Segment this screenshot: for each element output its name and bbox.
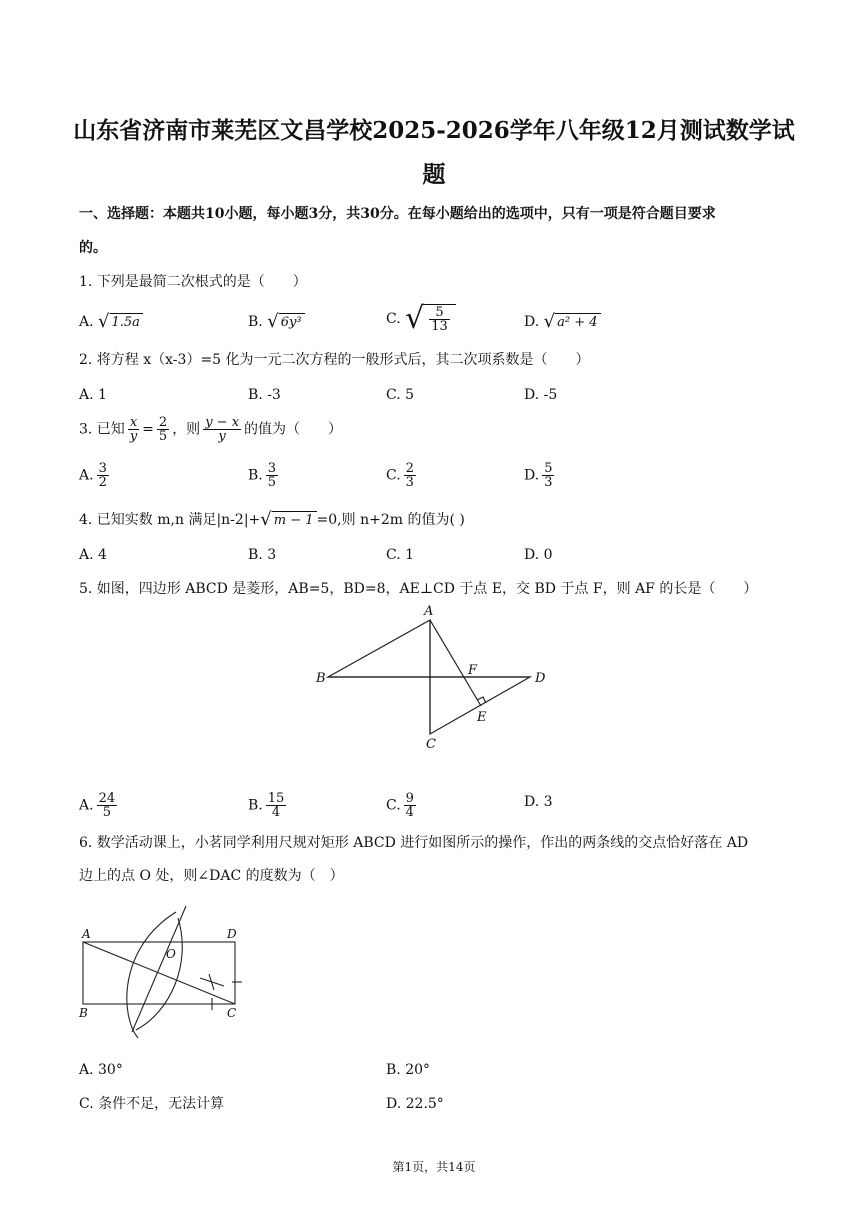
label-d: D <box>227 927 237 941</box>
label-a: A <box>82 927 91 941</box>
q5-stem: 5. 如图，四边形 ABCD 是菱形，AB=5，BD=8，AE⊥CD 于点 E，交 BD 于点 F，则 AF 的长是（ ） <box>79 581 758 597</box>
q3-stem: 3. 已知 $\frac{x}{y}$ = $\frac{2}{5}$ ，则 $\frac{y - x}{y}$ 的值为（ ） <box>79 415 343 444</box>
q4-option-d: D. 0 <box>524 547 553 563</box>
q2-option-a: A. 1 <box>79 387 107 403</box>
rectangle-construction-figure <box>74 900 254 1048</box>
q4-stem: 4. 已知实数 m,n 满足|n-2|+ √ m − 1 =0,则 n+2m 的值为( ) <box>79 509 465 530</box>
q6-stem-line2: 边上的点 O 处，则∠DAC 的度数为（ ） <box>79 868 344 884</box>
q2-option-d: D. -5 <box>524 387 558 403</box>
label-b: B <box>79 1006 88 1020</box>
label-f: F <box>468 663 478 678</box>
q2-option-b: B. -3 <box>248 387 281 403</box>
q2-option-c: C. 5 <box>386 387 415 403</box>
document-title-line2: 题 <box>422 161 446 188</box>
q3-option-c: C. $\frac{2}{3}$ <box>386 461 414 490</box>
q3-option-b: B. $\frac{3}{5}$ <box>248 461 277 490</box>
q6-option-c: C. 条件不足，无法计算 <box>79 1096 225 1112</box>
q1-option-b: B. √ 6y³ <box>248 312 305 332</box>
q1-option-c: C. √ $\frac{5}{13}$ <box>386 304 456 334</box>
section-heading-line1: 一、选择题：本题共10小题，每小题3分，共30分。在每小题给出的选项中，只有一项是符合题目要求 <box>79 206 716 222</box>
q1-option-a: A. √ 1.5a <box>79 312 143 332</box>
section-heading-line2: 的。 <box>79 240 107 256</box>
label-c: C <box>227 1006 237 1020</box>
q3-option-a: A. $\frac{3}{2}$ <box>79 461 107 490</box>
q1-b-radicand: 6y³ <box>279 313 305 331</box>
q5-option-d: D. 3 <box>524 794 553 810</box>
q6-stem-line1: 6. 数学活动课上，小茗同学利用尺规对矩形 ABCD 进行如图所示的操作，作出的两条线的交点恰好落在 AD <box>79 835 749 851</box>
label-o: O <box>166 947 176 961</box>
q6-option-a: A. 30° <box>79 1062 123 1078</box>
diagonal-ac <box>83 942 235 1004</box>
page-footer: 第1页，共14页 <box>392 1160 476 1174</box>
q5-option-b: B. $\frac{15}{4}$ <box>248 791 285 820</box>
q6-option-d: D. 22.5° <box>386 1096 444 1112</box>
label-e: E <box>477 710 487 725</box>
q4-option-a: A. 4 <box>79 547 107 563</box>
q4-option-c: C. 1 <box>386 547 415 563</box>
q2-stem: 2. 将方程 x（x-3）=5 化为一元二次方程的一般形式后，其二次项系数是（ ） <box>79 352 590 368</box>
label-c: C <box>426 737 436 750</box>
q6-option-b: B. 20° <box>386 1062 431 1078</box>
q5-option-c: C. $\frac{9}{4}$ <box>386 791 414 820</box>
label-a: A <box>424 604 434 619</box>
rhombus-figure <box>310 600 560 750</box>
document-title-line1: 山东省济南市莱芜区文昌学校2025-2026学年八年级12月测试数学试 <box>73 117 795 144</box>
q3-option-d: D. $\frac{5}{3}$ <box>524 461 553 490</box>
q1-a-radicand: 1.5a <box>110 313 143 331</box>
construction-arc-right <box>136 918 182 1030</box>
q4-option-b: B. 3 <box>248 547 277 563</box>
q1-d-radicand: a² + 4 <box>555 313 600 331</box>
q1-option-d: D. √ a² + 4 <box>524 312 601 332</box>
q5-option-a: A. $\frac{24}{5}$ <box>79 791 116 820</box>
q4-radicand: m − 1 <box>272 511 317 529</box>
q1-stem: 1. 下列是最简二次根式的是（ ） <box>79 274 307 290</box>
label-d: D <box>535 671 546 686</box>
label-b: B <box>316 671 326 686</box>
